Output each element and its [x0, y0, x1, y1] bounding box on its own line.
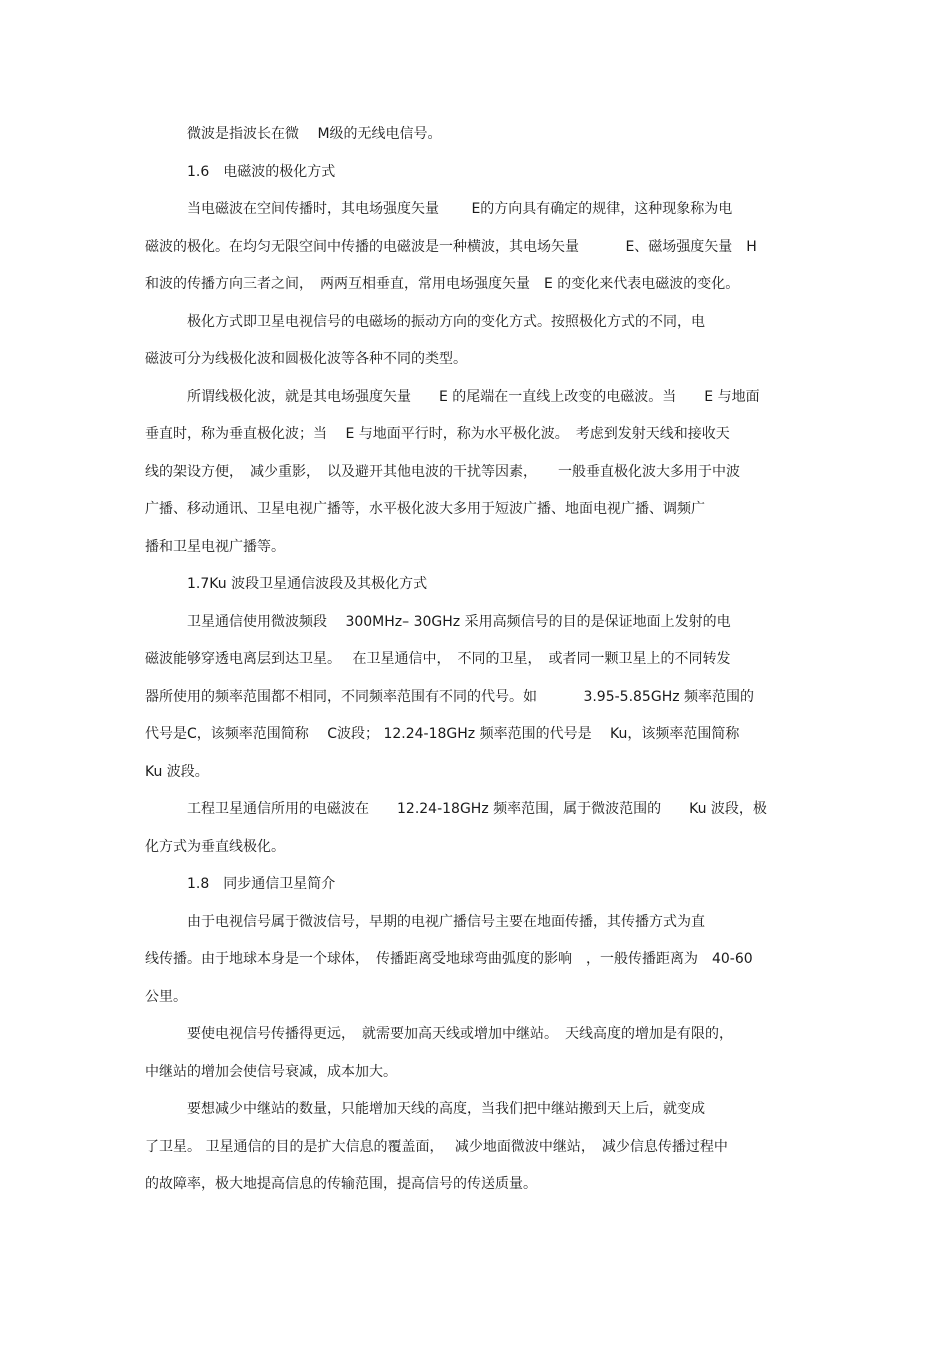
- paragraph-line: 工程卫星通信所用的电磁波在 12.24-18GHz 频率范围，属于微波范围的 Ku 波段，极: [187, 801, 767, 817]
- paragraph-line: 代号是C，该频率范围简称 C波段； 12.24-18GHz 频率范围的代号是 Ku，该频率范围简称: [145, 726, 740, 742]
- paragraph-line: 当电磁波在空间传播时，其电场强度矢量 E的方向具有确定的规律，这种现象称为电: [187, 201, 733, 217]
- paragraph-line: 的故障率，极大地提高信息的传输范围，提高信号的传送质量。: [145, 1176, 537, 1192]
- paragraph-line: 和波的传播方向三者之间， 两两互相垂直，常用电场强度矢量 E 的变化来代表电磁波的变化。: [145, 276, 740, 292]
- paragraph-line: 磁波能够穿透电离层到达卫星。 在卫星通信中， 不同的卫星， 或者同一颗卫星上的不同转发: [145, 651, 731, 667]
- paragraph-line: 化方式为垂直线极化。: [145, 839, 285, 855]
- paragraph-line: 中继站的增加会使信号衰减，成本加大。: [145, 1064, 397, 1080]
- paragraph-line: 极化方式即卫星电视信号的电磁场的振动方向的变化方式。按照极化方式的不同，电: [187, 314, 705, 330]
- paragraph-line: 卫星通信使用微波频段 300MHz– 30GHz 采用高频信号的目的是保证地面上发射的电: [187, 614, 731, 630]
- paragraph-line: 磁波的极化。在均匀无限空间中传播的电磁波是一种横波，其电场矢量 E、磁场强度矢量 H: [145, 239, 757, 255]
- paragraph-line: 器所使用的频率范围都不相同，不同频率范围有不同的代号。如 3.95-5.85GHz 频率范围的: [145, 689, 755, 705]
- paragraph-line: 要想减少中继站的数量，只能增加天线的高度，当我们把中继站搬到天上后，就变成: [187, 1101, 705, 1117]
- paragraph-line: 由于电视信号属于微波信号，早期的电视广播信号主要在地面传播，其传播方式为直: [187, 914, 705, 930]
- paragraph-line: 线传播。由于地球本身是一个球体， 传播距离受地球弯曲弧度的影响 ，一般传播距离为 40-60: [145, 951, 753, 967]
- paragraph-line: 垂直时，称为垂直极化波；当 E 与地面平行时，称为水平极化波。 考虑到发射天线和接收天: [145, 426, 730, 442]
- paragraph-line: 要使电视信号传播得更远， 就需要加高天线或增加中继站。 天线高度的增加是有限的，: [187, 1026, 733, 1042]
- paragraph-line: Ku 波段。: [145, 764, 209, 780]
- section-heading: 1.6 电磁波的极化方式: [187, 164, 336, 180]
- paragraph-line: 公里。: [145, 989, 187, 1005]
- paragraph-line: 播和卫星电视广播等。: [145, 539, 285, 555]
- paragraph-line: 所谓线极化波，就是其电场强度矢量 E 的尾端在一直线上改变的电磁波。当 E 与地面: [187, 389, 760, 405]
- paragraph-line: 磁波可分为线极化波和圆极化波等各种不同的类型。: [145, 351, 467, 367]
- paragraph-line: 了卫星。 卫星通信的目的是扩大信息的覆盖面， 减少地面微波中继站， 减少信息传播过程中: [145, 1139, 728, 1155]
- paragraph-line: 微波是指波长在微 M级的无线电信号。: [187, 126, 442, 142]
- section-heading: 1.8 同步通信卫星简介: [187, 876, 336, 892]
- paragraph-line: 广播、移动通讯、卫星电视广播等，水平极化波大多用于短波广播、地面电视广播、调频广: [145, 501, 705, 517]
- paragraph-line: 线的架设方便， 减少重影， 以及避开其他电波的干扰等因素， 一般垂直极化波大多用于中波: [145, 464, 740, 480]
- section-heading: 1.7Ku 波段卫星通信波段及其极化方式: [187, 576, 428, 592]
